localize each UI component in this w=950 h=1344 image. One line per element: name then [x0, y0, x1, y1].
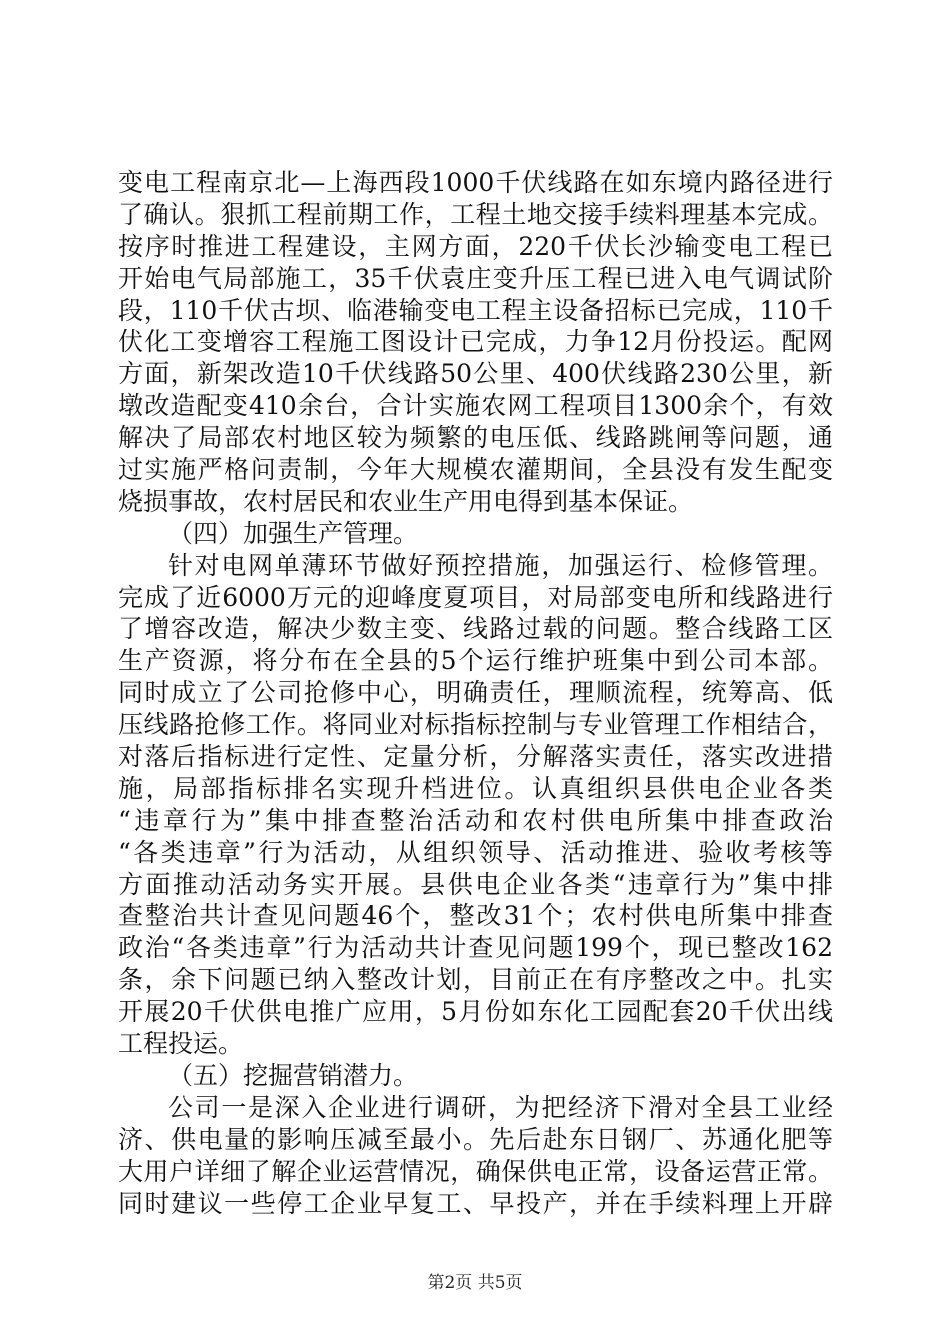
paragraph-line: 段，110千伏古坝、临港输变电工程主设备招标已完成，110千 [118, 295, 833, 325]
paragraph-line: 工程投运。 [118, 1029, 244, 1059]
paragraph-line: 了增容改造，解决少数主变、线路过载的问题。整合线路工区 [118, 614, 833, 644]
paragraph-line: 方面推动活动务实开展。县供电企业各类“违章行为”集中排 [118, 869, 833, 899]
paragraph-line: 大用户详细了解企业运营情况，确保供电正常，设备运营正常。 [118, 1156, 833, 1186]
paragraph-line: 压线路抢修工作。将同业对标指标控制与专业管理工作相结合， [118, 710, 833, 740]
paragraph-line: 伏化工变增容工程施工图设计已完成，力争12月份投运。配网 [118, 327, 833, 357]
paragraph-line: 对落后指标进行定性、定量分析，分解落实责任，落实改进措 [118, 742, 833, 772]
paragraph-line: 针对电网单薄环节做好预控措施，加强运行、检修管理。 [168, 550, 833, 580]
paragraph-line: 同时建议一些停工企业早复工、早投产，并在手续料理上开辟 [118, 1188, 833, 1218]
paragraph-line: 开展20千伏供电推广应用，5月份如东化工园配套20千伏出线 [118, 997, 833, 1027]
paragraph-line: “各类违章”行为活动，从组织领导、活动推进、验收考核等 [118, 837, 833, 867]
paragraph-line: 政治“各类违章”行为活动共计查见问题199个，现已整改162 [118, 933, 833, 963]
page-footer: 第2页 共5页 [427, 1273, 523, 1293]
paragraph-line: 条，余下问题已纳入整改计划，目前正在有序整改之中。扎实 [118, 965, 833, 995]
paragraph-line: 了确认。狠抓工程前期工作，工程土地交接手续料理基本完成。 [118, 199, 833, 229]
section-heading: （五）挖掘营销潜力。 [168, 1060, 419, 1090]
paragraph-line: 查整治共计查见问题46个，整改31个；农村供电所集中排查 [118, 901, 833, 931]
paragraph-line: 完成了近6000万元的迎峰度夏项目，对局部变电所和线路进行 [118, 582, 833, 612]
paragraph-line: 变电工程南京北—上海西段1000千伏线路在如东境内路径进行 [118, 168, 833, 197]
paragraph-line: 烧损事故，农村居民和农业生产用电得到基本保证。 [118, 486, 694, 516]
paragraph-line: 解决了局部农村地区较为频繁的电压低、线路跳闸等问题，通 [118, 423, 833, 453]
paragraph-line: 同时成立了公司抢修中心，明确责任，理顺流程，统筹高、低 [118, 678, 833, 708]
section-heading: （四）加强生产管理。 [168, 518, 419, 548]
paragraph-line: 开始电气局部施工，35千伏袁庄变升压工程已进入电气调试阶 [118, 263, 833, 293]
paragraph-line: 生产资源，将分布在全县的5个运行维护班集中到公司本部。 [118, 646, 833, 676]
paragraph-line: 墩改造配变410余台，合计实施农网工程项目1300余个，有效 [118, 391, 833, 421]
paragraph-line: 方面，新架改造10千伏线路50公里、400伏线路230公里，新 [118, 359, 833, 389]
paragraph-line: 公司一是深入企业进行调研，为把经济下滑对全县工业经 [168, 1092, 833, 1122]
paragraph-line: 济、供电量的影响压减至最小。先后赴东日钢厂、苏通化肥等 [118, 1124, 833, 1154]
paragraph-line: “违章行为”集中排查整治活动和农村供电所集中排查政治 [118, 805, 833, 835]
paragraph-line: 过实施严格问责制，今年大规模农灌期间，全县没有发生配变 [118, 455, 833, 485]
paragraph-line: 按序时推进工程建设，主网方面，220千伏长沙输变电工程已 [118, 231, 833, 261]
body-text [118, 167, 833, 1219]
paragraph-line: 施，局部指标排名实现升档进位。认真组织县供电企业各类 [118, 773, 833, 803]
